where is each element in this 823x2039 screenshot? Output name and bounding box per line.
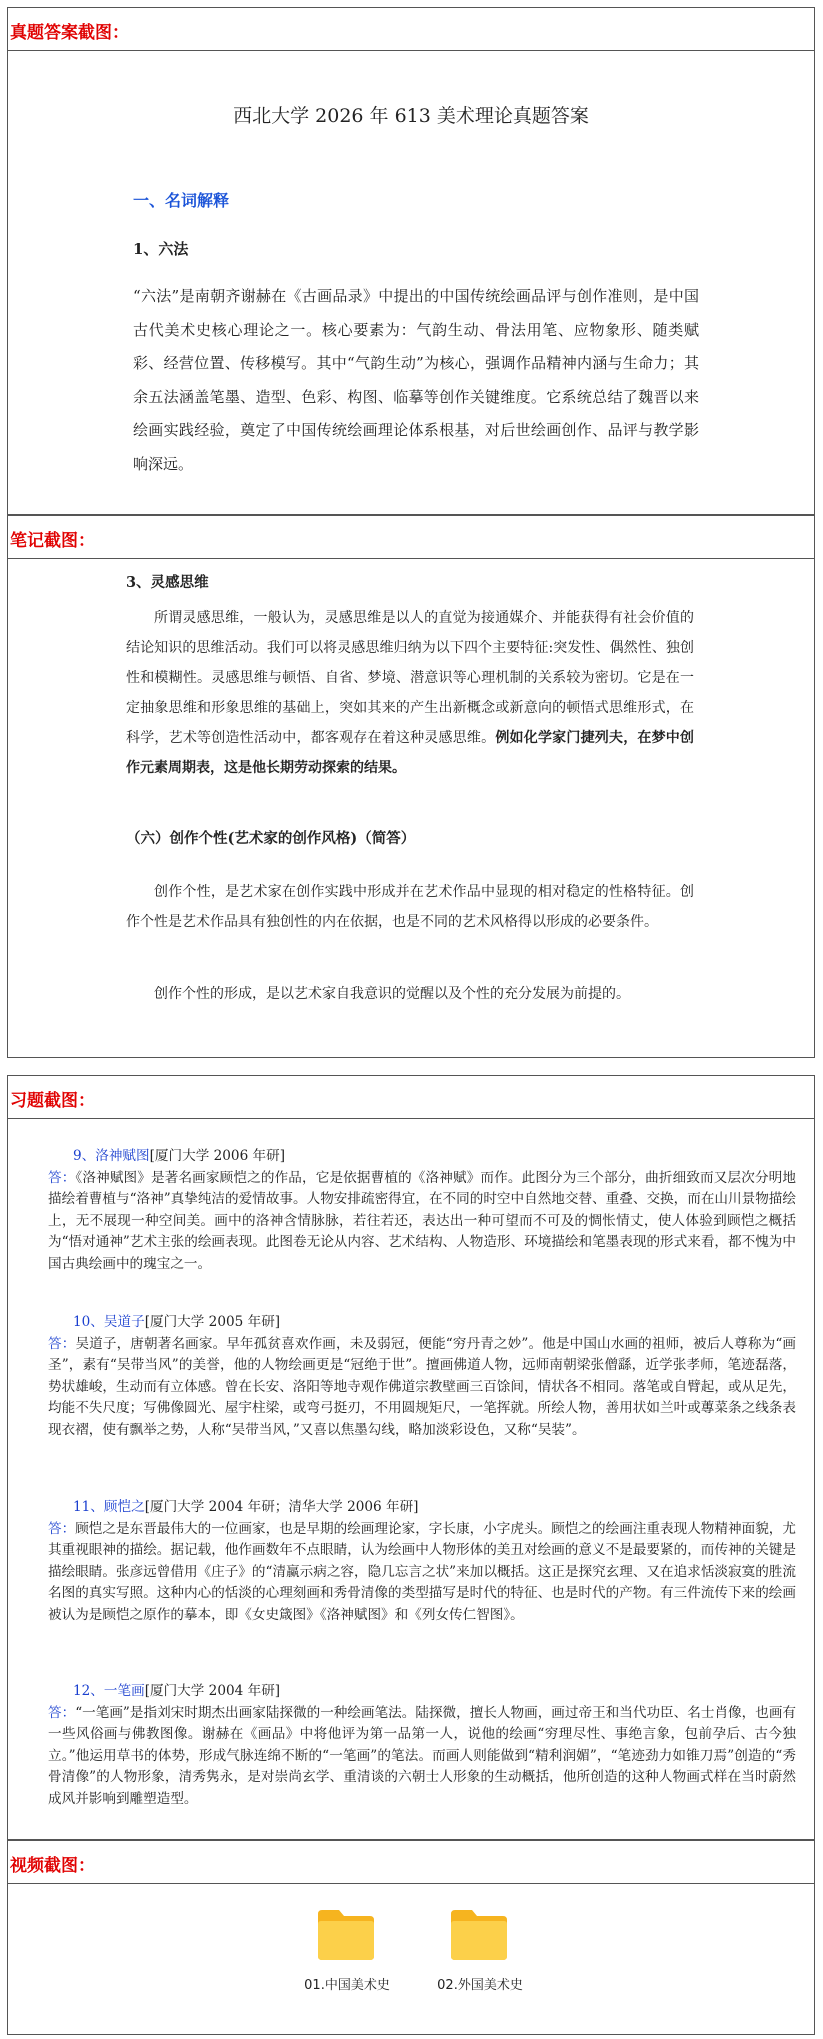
notes-section-header: 笔记截图：	[7, 515, 815, 559]
exercise-number: 12、	[73, 1683, 104, 1699]
exercise-item	[48, 1146, 796, 1275]
exercise-title: 洛神赋图	[95, 1148, 150, 1164]
notes-section-body	[7, 558, 815, 1058]
exercise-number: 11、	[73, 1499, 104, 1515]
answer-label: 答：	[48, 1704, 76, 1721]
exercise-source: [厦门大学 2004 年研]	[144, 1683, 281, 1699]
answer-label: 答：	[48, 1335, 76, 1352]
answer-paragraph: “六法”是南朝齐谢赫在《古画品录》中提出的中国传统绘画品评与创作准则，是中国古代美术史核心理论之一。核心要素为：气韵生动、骨法用笔、应物象形、随类赋彩、经营位置、传移模写。其中“气韵生动”为核心，强调作品精神内涵与生命力；其余五法涵盖笔墨、造型、色彩、构图、临摹等创作关键维度。它系统总结了魏晋以来绘画实践经验，奠定了中国传统绘画理论体系根基，对后世绘画创作、品评与教学影响深远。	[133, 287, 699, 473]
answer-label: 答：	[48, 1520, 76, 1537]
exercise-item	[48, 1312, 796, 1441]
exercise-answer: 《洛神赋图》是著名画家顾恺之的作品，它是依据曹植的《洛神赋》而作。此图分为三个部分，曲折细致而又层次分明地描绘着曹植与“洛神”真挚纯洁的爱情故事。人物安排疏密得宜，在不同的时空中自然地交替、重叠、交换，而在山川景物描绘上，无不展现一种空间美。画中的洛神含情脉脉，若往若还，表达出一种可望而不可及的惆怅情丈，使人体验到顾恺之概括为“悟对通神”艺术主张的绘画表现。此图卷无论从内容、艺术结构、人物造形、环境描绘和笔墨表现的形式来看，都不愧为中国古典绘画中的瑰宝之一。	[48, 1169, 796, 1272]
exercise-title: 一笔画	[103, 1683, 145, 1699]
folder-label[interactable]: 01.中国美术史	[304, 1978, 390, 1993]
notes-paragraph-3: 创作个性的形成，是以艺术家自我意识的觉醒以及个性的充分发展为前提的。	[154, 986, 630, 1002]
exercise-section-header: 习题截图：	[7, 1075, 815, 1119]
answer-section-header: 真题答案截图：	[7, 7, 815, 51]
answer-label: 答：	[48, 1169, 76, 1186]
folder-icon-graphic	[315, 1906, 377, 1962]
folder-icon[interactable]	[448, 1906, 510, 1962]
folder-icon-graphic	[448, 1906, 510, 1962]
exercise-item	[48, 1681, 796, 1810]
video-section-header: 视频截图：	[7, 1840, 815, 1884]
notes-paragraph-2: 创作个性，是艺术家在创作实践中形成并在艺术作品中显现的相对稳定的性格特征。创作个性是艺术作品具有独创性的内在依据，也是不同的艺术风格得以形成的必要条件。	[126, 884, 694, 930]
notes-heading-personality: （六）创作个性(艺术家的创作风格)（简答）	[126, 830, 416, 847]
exercise-section-body	[7, 1118, 815, 1840]
exercise-title: 顾恺之	[103, 1499, 145, 1515]
exercise-answer: 吴道子，唐朝著名画家。早年孤贫喜欢作画，未及弱冠，便能“穷丹青之妙”。他是中国山水画的祖师，被后人尊称为“画圣”，素有“吴带当风”的美誉，他的人物绘画更是“冠绝于世”。擅画佛道人物，远师南朝梁张僧繇，近学张孝师，笔迹磊落，势状雄峻，生动而有立体感。曾在长安、洛阳等地寺观作佛道宗教壁画三百馀间，情状各不相同。落笔或自臂起，或从足先，均能不失尺度；写佛像圆光、屋宇柱梁，或弯弓挺刃，不用圆规矩尺，一笔挥就。所绘人物，善用状如兰叶或蓴菜条之线条表现衣褶，使有飘举之势，人称“吴带当风，”又喜以焦墨勾线，略加淡彩设色，又称“吴装”。	[48, 1335, 796, 1438]
exercise-source: [厦门大学 2004 年研；清华大学 2006 年研]	[144, 1499, 419, 1515]
video-section-body	[7, 1883, 815, 2035]
exercise-number: 9、	[73, 1148, 96, 1164]
exercise-item	[48, 1497, 796, 1626]
exercise-source: [厦门大学 2005 年研]	[144, 1314, 281, 1330]
notes-heading-inspiration: 3、灵感思维	[126, 574, 209, 591]
folder-label[interactable]: 02.外国美术史	[437, 1978, 523, 1993]
exercise-number: 10、	[73, 1314, 104, 1330]
folder-icon[interactable]	[315, 1906, 377, 1962]
answer-section-body	[7, 50, 815, 515]
notes-paragraph-1-bold: 例如化学家门捷列夫，在梦中创作元素周期表，这是他长期劳动探索的结果。	[126, 730, 695, 776]
exercise-title: 吴道子	[103, 1314, 145, 1330]
exercise-answer: “一笔画”是指刘宋时期杰出画家陆探微的一种绘画笔法。陆探微，擅长人物画，画过帝王和当代功臣、名士肖像，也画有一些风俗画与佛教图像。谢赫在《画品》中将他评为第一品第一人，说他的绘画“穷理尽性、事绝言象，包前孕后、古今独立。”他运用草书的体势，形成气脉连绵不断的“一笔画”的笔法。而画人则能做到“精利润媚”，“笔迹劲力如锥刀焉”创造的“秀骨清像”的人物形象，清秀隽永，是对崇尚玄学、重清谈的六朝士人形象的生动概括，他所创造的这种人物画式样在当时蔚然成风并影响到雕塑造型。	[48, 1704, 797, 1807]
notes-paragraph-1-text: 所谓灵感思维，一般认为，灵感思维是以人的直觉为接通媒介、并能获得有社会价值的结论知识的思维活动。我们可以将灵感思维归纳为以下四个主要特征:突发性、偶然性、独创性和模糊性。灵感思维与顿悟、自省、梦境、潜意识等心理机制的关系较为密切。它是在一定抽象思维和形象思维的基础上，突如其来的产生出新概念或新意向的顿悟式思维形式，在科学，艺术等创造性活动中，都客观存在着这种灵感思维。	[126, 610, 694, 746]
exercise-source: [厦门大学 2006 年研]	[149, 1148, 286, 1164]
page-title: 西北大学 2026 年 613 美术理论真题答案	[233, 105, 589, 127]
notes-paragraph-1	[126, 603, 694, 783]
section-heading: 一、名词解释	[133, 191, 230, 210]
term-heading: 1、六法	[133, 240, 189, 258]
exercise-answer: 顾恺之是东晋最伟大的一位画家，也是早期的绘画理论家，字长康，小字虎头。顾恺之的绘画注重表现人物精神面貌，尤其重视眼神的描绘。据记载，他作画数年不点眼睛，认为绘画中人物形体的美丑对绘画的意义不是最要紧的，而传神的关键是描绘眼睛。张彦远曾借用《庄子》的“清赢示病之容，隐几忘言之状”来加以概括。这正是探究玄理、又在追求恬淡寂寞的胜流名图的真实写照。这种内心的恬淡的心理刻画和秀骨清像的类型描写是时代的特征、也是时代的产物。有三件流传下来的绘画被认为是顾恺之原作的摹本，即《女史箴图》《洛神赋图》和《列女传仁智图》。	[48, 1520, 796, 1623]
